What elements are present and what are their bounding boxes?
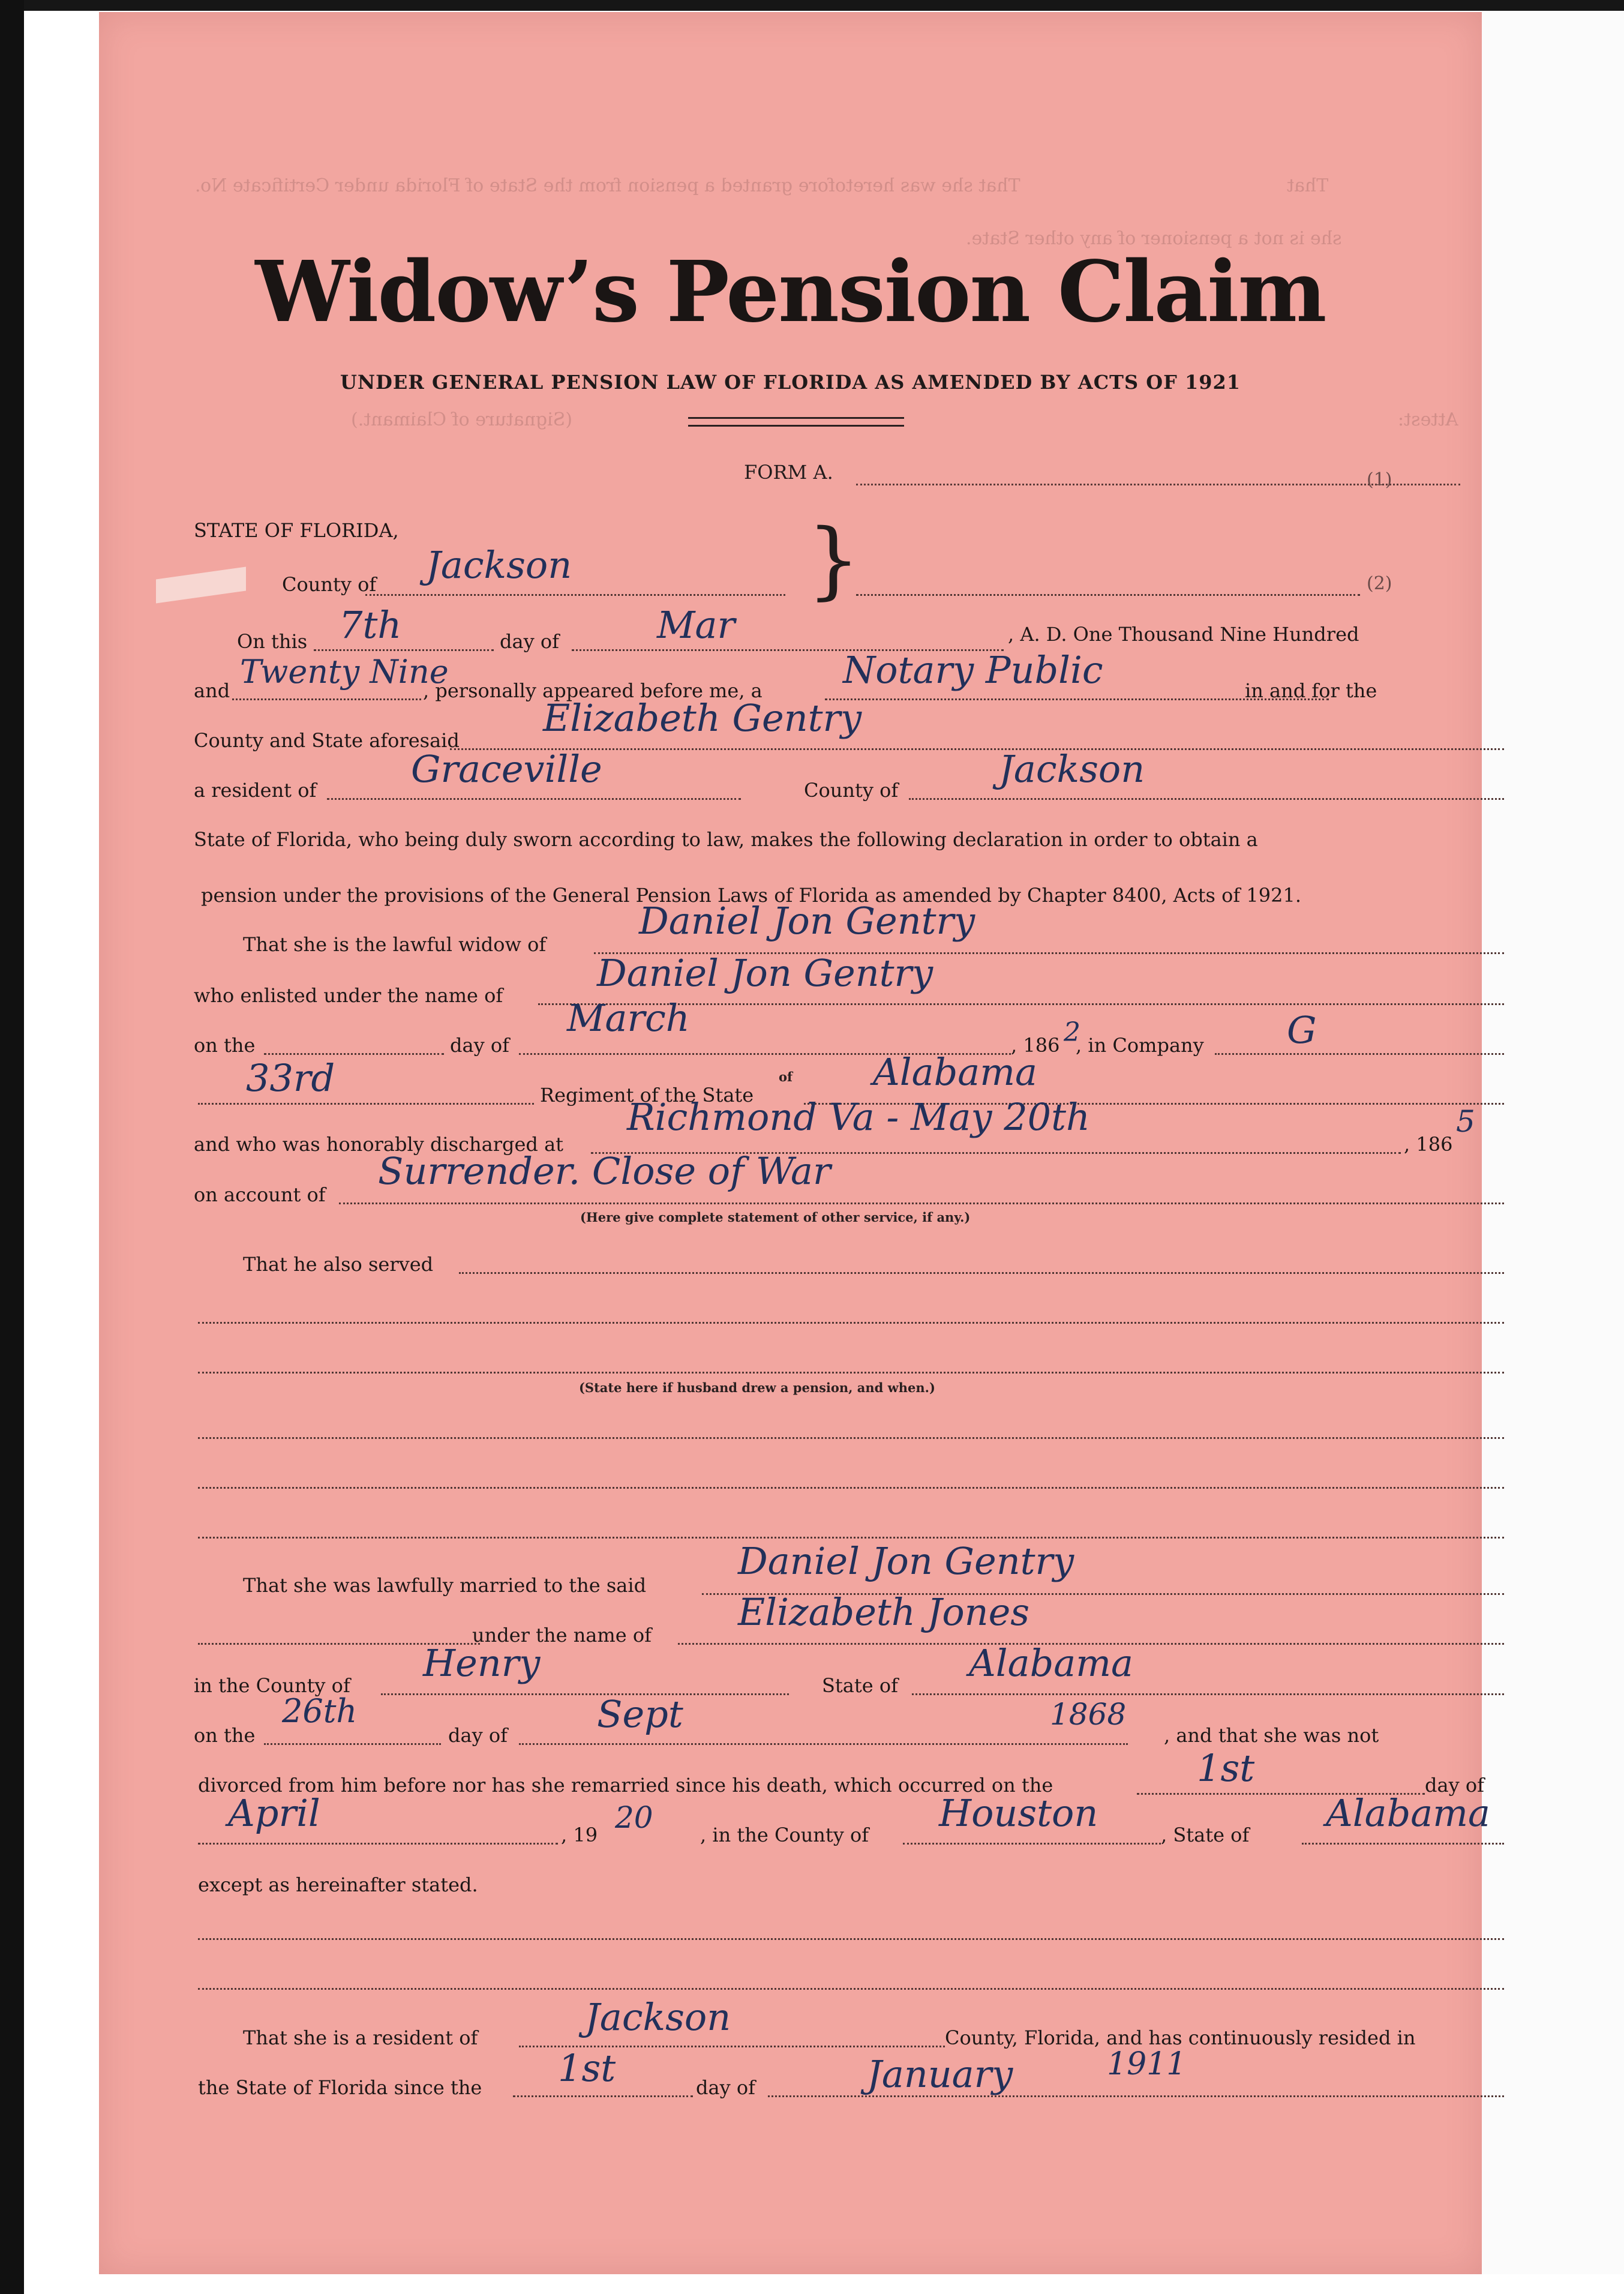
death-day-entry: 1st <box>1197 1746 1255 1790</box>
text-day-of: day of <box>450 1034 509 1057</box>
marriage-day-entry: 26th <box>282 1692 358 1730</box>
text-in-company: , in Company <box>1076 1034 1204 1057</box>
official-entry: Notary Public <box>843 648 1103 692</box>
account-line <box>339 1203 1504 1204</box>
text-and: and <box>194 679 230 702</box>
day-entry: 7th <box>339 603 402 647</box>
day-line <box>314 649 494 651</box>
text-declaration-2: pension under the provisions of the General Pension Laws of Florida as amended by Chapter 8400, Acts of 1921. <box>201 884 1302 907</box>
text-on-the-3: on the <box>194 1724 256 1747</box>
enlisted-entry: Daniel Jon Gentry <box>597 951 933 995</box>
maiden-entry: Elizabeth Jones <box>738 1590 1030 1634</box>
pension-claim-form <box>99 12 1490 2274</box>
text-personally: , personally appeared before me, a <box>423 679 763 702</box>
text-day-of-5: day of <box>696 2076 755 2099</box>
fl-month-entry: January <box>867 2052 1013 2096</box>
marriage-county-line <box>381 1693 789 1695</box>
pension-line-1 <box>198 1437 1504 1439</box>
text-enlisted: who enlisted under the name of <box>194 984 503 1007</box>
discharge-year-digit: 5 <box>1456 1104 1475 1139</box>
brace: } <box>807 511 861 609</box>
form-subtitle: UNDER GENERAL PENSION LAW OF FLORIDA AS AMENDED BY ACTS OF 1921 <box>340 371 1241 394</box>
scan-border-left <box>0 0 24 2294</box>
married-entry: Daniel Jon Gentry <box>738 1539 1074 1583</box>
served-line-3 <box>198 1372 1504 1374</box>
text-186: , 186 <box>1011 1034 1060 1057</box>
death-county-line <box>903 1843 1161 1845</box>
bleed-through-line: (Signature of Claimant.) <box>351 409 572 430</box>
month-entry: Mar <box>657 603 736 647</box>
death-state-line <box>1302 1843 1504 1845</box>
text-day-of: day of <box>500 630 559 653</box>
claimant-line <box>450 748 1504 750</box>
text-on-this: On this <box>237 630 308 653</box>
bleed-through-line: That <box>1287 175 1329 196</box>
enlist-month-entry: March <box>567 996 690 1040</box>
pension-line-3 <box>198 1537 1504 1539</box>
year-line <box>232 698 421 700</box>
account-entry: Surrender. Close of War <box>378 1149 831 1193</box>
marriage-day-line <box>264 1743 441 1745</box>
fl-day-entry: 1st <box>558 2046 616 2090</box>
form-title: Widow’s Pension Claim <box>255 243 1326 341</box>
except-line-2 <box>198 1988 1504 1990</box>
death-state-entry: Alabama <box>1326 1791 1490 1835</box>
fl-day-line <box>513 2095 693 2097</box>
regiment-state-entry: Alabama <box>873 1050 1037 1094</box>
fl-year-entry: 1911 <box>1107 2046 1187 2082</box>
county-label: County of <box>282 573 377 596</box>
text-divorced: divorced from him before nor has she remarried since his death, which occurred on the <box>198 1774 1053 1797</box>
company-entry: G <box>1287 1008 1317 1052</box>
death-month-entry: April <box>228 1791 320 1835</box>
marriage-state-entry: Alabama <box>969 1641 1133 1685</box>
title-rule <box>688 425 904 427</box>
fl-county-entry: Jackson <box>585 1995 731 2039</box>
death-county-entry: Houston <box>939 1791 1098 1835</box>
regiment-entry: 33rd <box>246 1056 335 1100</box>
margin-number: (2) <box>1367 573 1392 594</box>
text-state-of-2: , State of <box>1161 1824 1250 1846</box>
county-entry: Jackson <box>426 543 572 587</box>
text-on-the: on the <box>194 1034 256 1057</box>
scan-margin-right <box>1482 12 1624 2274</box>
county-line <box>365 594 785 596</box>
scan-border-top <box>0 0 1624 11</box>
husband-entry: Daniel Jon Gentry <box>639 899 975 943</box>
form-label: FORM A. <box>744 461 833 484</box>
regiment-line <box>198 1103 534 1105</box>
bleed-through-line: she is not a pensioner of any other State. <box>966 228 1342 249</box>
text-regiment: Regiment of the State <box>540 1084 754 1106</box>
text-in-county: in the County of <box>194 1674 350 1697</box>
marriage-month-line <box>519 1743 1128 1745</box>
text-ad: , A. D. One Thousand Nine Hundred <box>1008 623 1359 646</box>
enlist-day-line <box>264 1053 444 1055</box>
served-line <box>459 1272 1504 1274</box>
text-and-not: , and that she was not <box>1164 1724 1379 1747</box>
text-aforesaid: County and State aforesaid <box>194 729 460 752</box>
marriage-state-line <box>912 1693 1504 1695</box>
company-line <box>1215 1053 1504 1055</box>
text-day-of-4: day of <box>1425 1774 1484 1797</box>
text-county-florida: County, Florida, and has continuously resided in <box>945 2026 1416 2049</box>
text-state-of: State of <box>822 1674 898 1697</box>
text-discharged: and who was honorably discharged at <box>194 1133 563 1156</box>
text-of-small: of <box>779 1069 793 1084</box>
note-husband-pension: (State here if husband drew a pension, and when.) <box>579 1380 935 1395</box>
marriage-month-entry: Sept <box>597 1692 683 1736</box>
claimant-entry: Elizabeth Gentry <box>543 696 862 740</box>
text-day-of-3: day of <box>448 1724 508 1747</box>
text-186b: , 186 <box>1404 1133 1453 1156</box>
death-month-line <box>198 1843 558 1845</box>
text-comma-19: , 19 <box>561 1824 598 1846</box>
text-in-and-for: in and for the <box>1245 679 1377 702</box>
town-line <box>327 798 741 800</box>
text-under-name: under the name of <box>472 1624 652 1647</box>
served-line-2 <box>198 1322 1504 1324</box>
death-year-entry: 20 <box>615 1800 653 1835</box>
year-entry: Twenty Nine <box>240 653 449 691</box>
county-line-right <box>856 594 1360 596</box>
marriage-year-entry: 1868 <box>1050 1697 1127 1732</box>
except-line-1 <box>198 1938 1504 1940</box>
text-on-account: on account of <box>194 1183 326 1206</box>
enlist-year-digit: 2 <box>1064 1017 1080 1048</box>
margin-number: (1) <box>1367 469 1392 490</box>
town-entry: Graceville <box>411 747 602 791</box>
res-county-entry: Jackson <box>999 747 1145 791</box>
marriage-county-entry: Henry <box>423 1641 541 1685</box>
text-also-served: That he also served <box>243 1253 434 1276</box>
discharge-entry: Richmond Va - May 20th <box>627 1095 1090 1139</box>
title-rule <box>688 417 904 419</box>
text-lawful-widow: That she is the lawful widow of <box>243 933 547 956</box>
torn-fold <box>156 566 246 603</box>
text-except: except as hereinafter stated. <box>198 1873 478 1896</box>
note-other-service: (Here give complete statement of other service, if any.) <box>580 1210 971 1225</box>
state-label: STATE OF FLORIDA, <box>194 519 399 542</box>
res-county-line <box>909 798 1504 800</box>
text-state-since: the State of Florida since the <box>198 2076 482 2099</box>
text-married: That she was lawfully married to the said <box>243 1574 647 1597</box>
text-resident-of: a resident of <box>194 779 317 802</box>
text-resident-fl: That she is a resident of <box>243 2026 478 2049</box>
text-county-of: County of <box>804 779 899 802</box>
pension-line-2 <box>198 1487 1504 1489</box>
bleed-through-line: That she was heretofore granted a pension from the State of Florida under Certificate No. <box>195 175 1020 196</box>
bleed-through-line: Attest: <box>1398 409 1458 430</box>
text-declaration-1: State of Florida, who being duly sworn according to law, makes the following declaration in order to obtain a <box>194 828 1258 851</box>
text-county-of-2: , in the County of <box>700 1824 869 1846</box>
